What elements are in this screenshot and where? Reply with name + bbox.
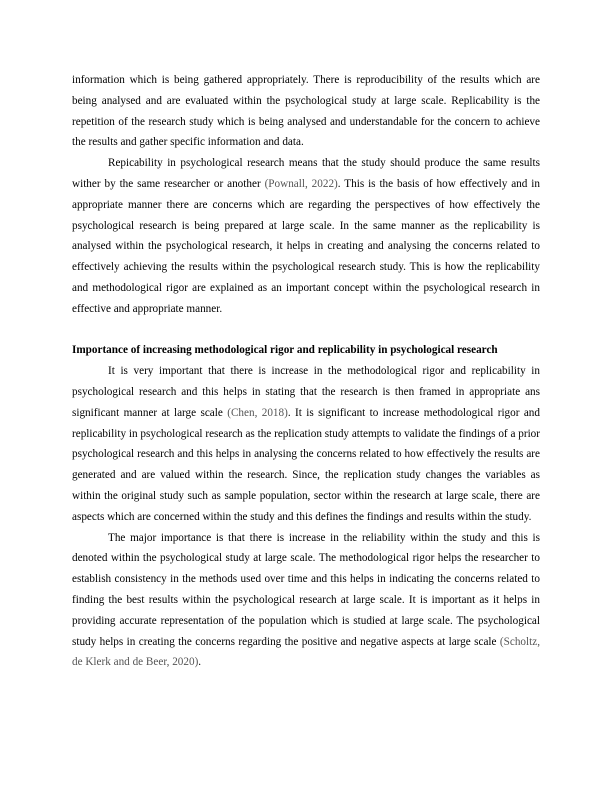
paragraph-text: . This is the basis of how effectively and in appropriate manner there are concerns which are regarding the perspectives of how effectively the psychological research is being prepared at large scale. In the same manner as the replicability is analysed within the psychological research, it helps in creating and analysing the concerns related to effectively achieving the results within the psychological research study. This is how the replicability and methodological rigor are explained as an important concept within the psychological research in effective and appropriate manner. xyxy=(72,177,540,315)
paragraph-text: . xyxy=(198,656,202,669)
paragraph-importance xyxy=(72,361,540,527)
paragraph-continuation: information which is being gathered appropriately. There is reproducibility of the results which are being analysed and are evaluated within the psychological study at large scale. Replicability is the repetition of the research study which is being analysed and understandable for the concern to achieve the results and gather specific information and data. xyxy=(72,74,540,149)
citation-scholtz: (Scholtz, de Klerk and de Beer, 2020) xyxy=(72,635,540,669)
paragraph-text: The major importance is that there is increase in the reliability within the study and this is denoted within the psychological study at large scale. The methodological rigor helps the researcher to establish consistency in the methods used over time and this helps in indicating the concerns related to finding the best results within the psychological research at large scale. It is important as it helps in providing accurate representation of the population which is studied at large scale. The psychological study helps in creating the concerns regarding the positive and negative aspects at large scale xyxy=(72,531,540,648)
paragraph-major-importance xyxy=(72,528,540,674)
document-page xyxy=(72,70,540,673)
paragraph-replicability-definition xyxy=(72,153,540,319)
paragraph-text: . It is significant to increase methodological rigor and replicability in psychological research as the replication study attempts to validate the findings of a prior psychological research and this helps in analysing the concerns related to how effectively the results are generated and are valued within the research. Since, the replication study changes the variables as within the original study such as sample population, sector within the research at large scale, there are aspects which are concerned within the study and this defines the findings and results within the study. xyxy=(72,406,540,523)
paragraph-text: Repicability in psychological research means that the study should produce the same results wither by the same researcher or another xyxy=(72,157,540,190)
citation-chen: (Chen, 2018) xyxy=(227,406,288,419)
section-heading: Importance of increasing methodological rigor and replicability in psychological research xyxy=(72,344,498,357)
citation-pownall: (Pownall, 2022) xyxy=(264,177,338,190)
paragraph-text: It is very important that there is increase in the methodological rigor and replicability in psychological research and this helps in stating that the research is then framed in appropriate ans significant manner at large scale xyxy=(72,365,540,419)
section-spacer xyxy=(72,320,540,341)
